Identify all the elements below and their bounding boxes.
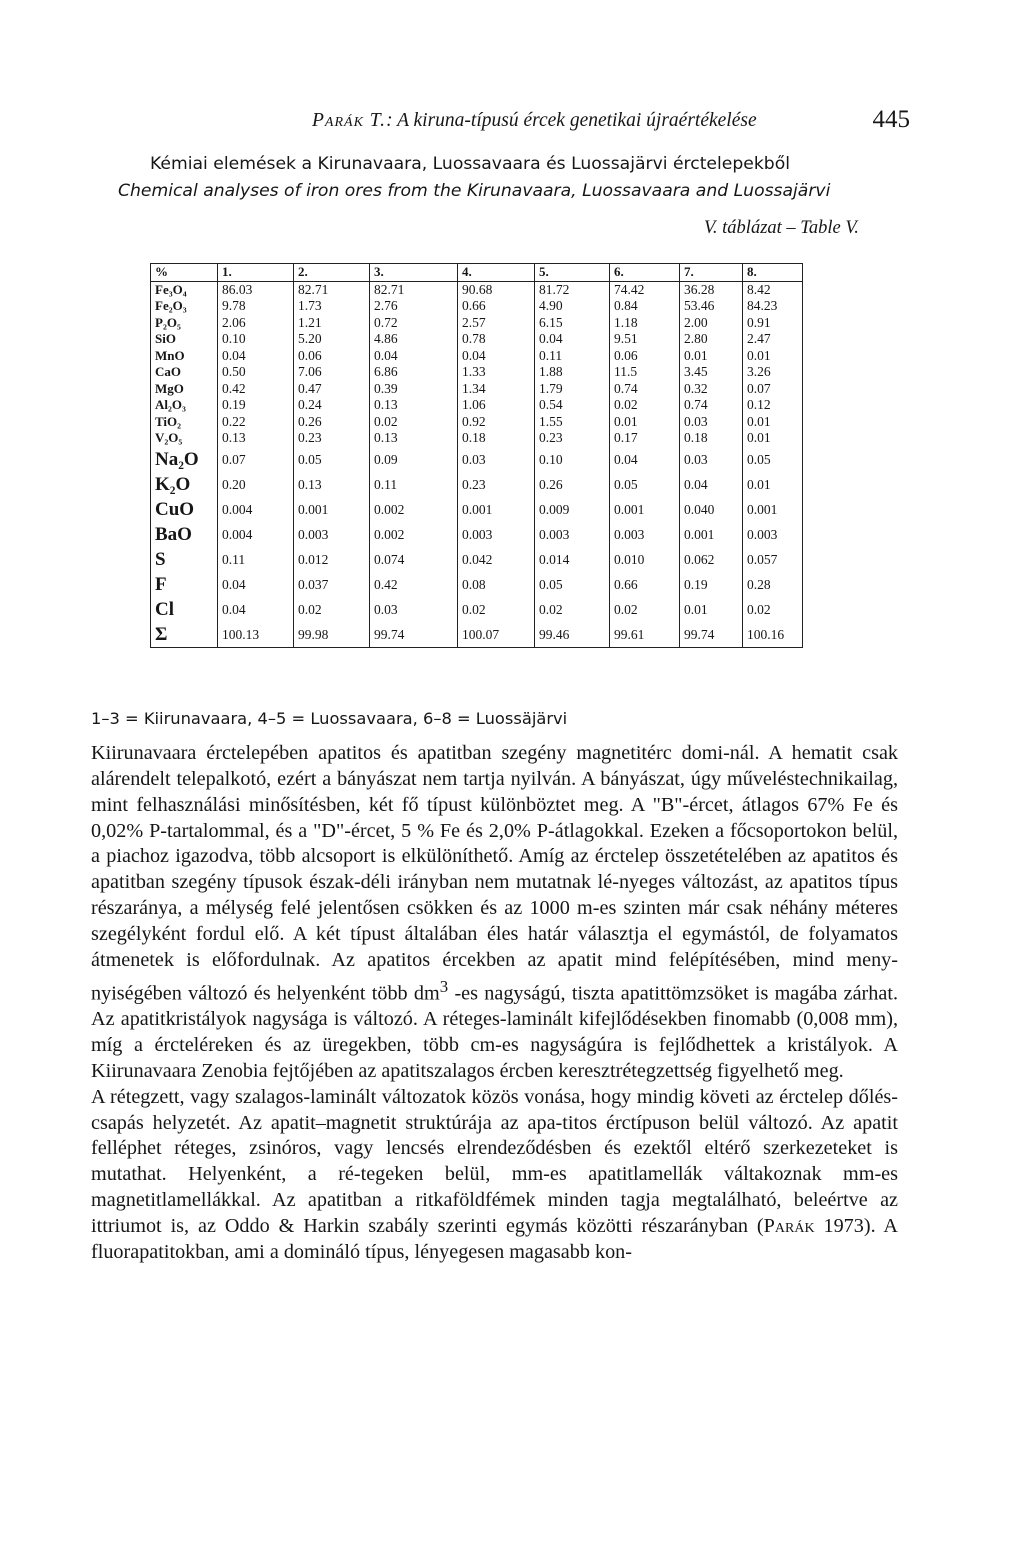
table-cell: 0.66 — [610, 572, 680, 597]
table-cell: 0.05 — [743, 447, 803, 472]
table-row — [151, 622, 803, 648]
row-label: TiO₂ — [155, 413, 182, 429]
chemical-analysis-table — [150, 263, 803, 648]
table-cell: 0.02 — [610, 397, 680, 414]
table-cell: 100.16 — [743, 622, 803, 648]
table-cell: 0.17 — [610, 430, 680, 447]
table-cell: 0.78 — [458, 331, 535, 348]
table-cell: 0.02 — [458, 597, 535, 622]
header-cell: 5. — [535, 264, 610, 282]
table-cell: 2.06 — [218, 315, 294, 332]
table-cell: 0.003 — [743, 522, 803, 547]
paragraph-2-text: A rétegzett, vagy szalagos-laminált változatok közös vonása, hogy mindig követi az érctelep dőlés-csapás helyzetét. Az apatit–magnetit struktúrája az apa-titos érctípuson belül változó. Az apatit felléphet réteges, zsinóros, vagy lencsés elrendeződésben és ezektől eltérő szerkezeteket is mutathat. Helyenként, a ré-tegeken belül, mm-es apatitlamellák váltakoznak mm-es magnetitlamellákkal. Az apatitban a ritkaföldfémek minden tagja megtalálható, beleértve az ittriumot is, az Oddo & Harkin szabály szerinti egymás közötti részarányban ( — [91, 1085, 898, 1237]
table-row — [151, 298, 803, 315]
table-cell: 0.003 — [535, 522, 610, 547]
row-label: Σ — [155, 623, 168, 645]
superscript-exponent: 3 — [439, 976, 449, 996]
table-cell: 0.01 — [743, 414, 803, 431]
table-cell: 0.02 — [370, 414, 458, 431]
table-row — [151, 315, 803, 332]
table-cell: 8.42 — [743, 281, 803, 298]
table-cell: 0.002 — [370, 522, 458, 547]
table-cell: 0.01 — [680, 348, 743, 365]
table-cell: 1.88 — [535, 364, 610, 381]
table-cell: 0.42 — [218, 381, 294, 398]
table-cell: 0.05 — [294, 447, 370, 472]
table-cell: 0.012 — [294, 547, 370, 572]
table-cell: 0.05 — [610, 472, 680, 497]
table-cell: 0.003 — [294, 522, 370, 547]
table-cell: 0.037 — [294, 572, 370, 597]
table-cell: 0.18 — [458, 430, 535, 447]
table-cell: 11.5 — [610, 364, 680, 381]
paragraph-1-text: Kiirunavaara érctelepében apatitos és apatitban szegény magnetitérc domi-nál. A hematit csak alárendelt telepalkotó, ezért a bányászat nem tartja nyilván. A bányászat, úgy műveléstechnikailag, mint felhasználási minősítésben, két fő típust különböztet meg. A "B"-ércet, átlagos 67% Fe és 0,02% P-tartalommal, és a "D"-ércet, 5 % Fe és 2,0% P-átlagokkal. Ezeken a főcsoportokon belül, a piachoz igazodva, több alcsoport is elkülöníthető. Amíg az érctelep összetételében az apatitos és apatitban szegény típusok észak-déli irányban nem mutatnak lé-nyeges változást, az apatitos típus részaránya, a mélység felé jelentősen csökken és az 1000 m-es szinten már csak néhány méteres szegélyként fordul elő. A két típust általában éles határ választja el egymástól, de folyamatos átmenetek is előfordulnak. Az apatitos ércekben az apatit mind felépítésében, mind meny-nyiségében változó és helyenként több dm — [91, 742, 898, 1005]
table-cell: 0.19 — [680, 572, 743, 597]
table-cell: 0.50 — [218, 364, 294, 381]
table-cell: 0.04 — [218, 348, 294, 365]
paragraph-1 — [91, 741, 898, 1085]
table-cell: 36.28 — [680, 281, 743, 298]
table-header-row — [151, 264, 803, 282]
table-row — [151, 597, 803, 622]
table-cell: 0.004 — [218, 497, 294, 522]
table-row — [151, 447, 803, 472]
table-body — [151, 281, 803, 647]
table-cell: 0.01 — [743, 430, 803, 447]
table-cell: 99.98 — [294, 622, 370, 648]
row-label: P₂O₅ — [155, 314, 181, 330]
table-cell: 0.42 — [370, 572, 458, 597]
table-cell: 0.13 — [218, 430, 294, 447]
table-cell: 0.39 — [370, 381, 458, 398]
row-label: Al₂O₃ — [155, 397, 186, 412]
table-cell: 0.13 — [370, 430, 458, 447]
row-label: MnO — [155, 347, 185, 363]
table-cell: 0.003 — [458, 522, 535, 547]
table-cell: 99.46 — [535, 622, 610, 648]
table-cell: 0.01 — [743, 472, 803, 497]
table-cell: 0.07 — [218, 447, 294, 472]
table-cell: 0.02 — [610, 597, 680, 622]
table-cell: 6.86 — [370, 364, 458, 381]
table-row — [151, 547, 803, 572]
table-cell: 0.26 — [535, 472, 610, 497]
table-cell: 0.002 — [370, 497, 458, 522]
table-cell: 0.26 — [294, 414, 370, 431]
table-row — [151, 331, 803, 348]
table-cell: 0.19 — [218, 397, 294, 414]
table-cell: 82.71 — [294, 281, 370, 298]
table-cell: 0.20 — [218, 472, 294, 497]
table-cell: 0.12 — [743, 397, 803, 414]
table-cell: 0.84 — [610, 298, 680, 315]
row-label: Fe₃O₄ — [155, 281, 187, 297]
table-row — [151, 430, 803, 447]
table-cell: 86.03 — [218, 281, 294, 298]
table-cell: 0.05 — [535, 572, 610, 597]
running-article-title: : A kiruna-típusú ércek genetikai újraértékelése — [386, 110, 757, 131]
table-cell: 0.057 — [743, 547, 803, 572]
table-cell: 99.74 — [370, 622, 458, 648]
table-cell: 82.71 — [370, 281, 458, 298]
paragraph-2-text-continued: 1973). A fluorapatitokban, ami a domináló típus, lényegesen magasabb kon- — [91, 1214, 898, 1263]
table-cell: 1.34 — [458, 381, 535, 398]
table-cell: 100.07 — [458, 622, 535, 648]
table-row — [151, 572, 803, 597]
table-cell: 0.001 — [610, 497, 680, 522]
table-cell: 1.18 — [610, 315, 680, 332]
table-cell: 0.18 — [680, 430, 743, 447]
table-cell: 1.73 — [294, 298, 370, 315]
table-cell: 2.76 — [370, 298, 458, 315]
table-cell: 0.001 — [680, 522, 743, 547]
table-cell: 0.13 — [294, 472, 370, 497]
table-cell: 0.040 — [680, 497, 743, 522]
table-cell: 0.062 — [680, 547, 743, 572]
table-cell: 0.11 — [218, 547, 294, 572]
table-cell: 0.01 — [743, 348, 803, 365]
header-cell: 3. — [370, 264, 458, 282]
row-label: BaO — [155, 523, 192, 545]
table-cell: 0.08 — [458, 572, 535, 597]
table-cell: 3.26 — [743, 364, 803, 381]
table-cell: 2.80 — [680, 331, 743, 348]
table-cell: 0.22 — [218, 414, 294, 431]
table-cell: 0.04 — [535, 331, 610, 348]
table-cell: 0.03 — [680, 414, 743, 431]
table-cell: 0.72 — [370, 315, 458, 332]
table-cell: 4.86 — [370, 331, 458, 348]
table-cell: 0.04 — [218, 572, 294, 597]
table-cell: 6.15 — [535, 315, 610, 332]
table-cell: 0.04 — [458, 348, 535, 365]
header-cell: 6. — [610, 264, 680, 282]
page-number: 445 — [872, 106, 910, 133]
table-cell: 0.54 — [535, 397, 610, 414]
table-cell: 0.32 — [680, 381, 743, 398]
running-author: Parák T. — [312, 110, 387, 131]
table-cell: 0.042 — [458, 547, 535, 572]
row-label: Cl — [155, 598, 174, 620]
table-cell: 0.74 — [680, 397, 743, 414]
table-row — [151, 364, 803, 381]
table-cell: 0.010 — [610, 547, 680, 572]
table-cell: 0.004 — [218, 522, 294, 547]
table-cell: 0.10 — [535, 447, 610, 472]
row-label: SiO — [155, 331, 176, 346]
table-cell: 1.79 — [535, 381, 610, 398]
table-cell: 0.02 — [743, 597, 803, 622]
table-cell: 1.55 — [535, 414, 610, 431]
table-row — [151, 414, 803, 431]
table-cell: 0.06 — [610, 348, 680, 365]
paragraph-1-text-continued: -es nagyságú, tiszta apatittömzsöket is magába zárhat. Az apatitkristályok nagysága is változó. A réteges-laminált kifejlődésekben finomabb (0,008 mm), míg a ércteléreken és az üregekben, több cm-es nagyságúra is fejlődhettek a kristályok. A Kiirunavaara Zenobia fejtőjében az apatitszalagos ércben keresztrétegzettség figyelhető meg. — [91, 982, 898, 1082]
row-label: K₂O — [155, 473, 191, 495]
table-cell: 3.45 — [680, 364, 743, 381]
table-cell: 0.66 — [458, 298, 535, 315]
table-cell: 100.13 — [218, 622, 294, 648]
table-row — [151, 348, 803, 365]
table-cell: 99.74 — [680, 622, 743, 648]
body-text — [91, 741, 898, 1266]
table-cell: 74.42 — [610, 281, 680, 298]
table-cell: 9.51 — [610, 331, 680, 348]
table-row — [151, 397, 803, 414]
table-cell: 0.04 — [610, 447, 680, 472]
table-cell: 1.21 — [294, 315, 370, 332]
table-cell: 0.23 — [458, 472, 535, 497]
table-cell: 0.09 — [370, 447, 458, 472]
header-cell: 2. — [294, 264, 370, 282]
table-cell: 0.001 — [294, 497, 370, 522]
table-cell: 0.014 — [535, 547, 610, 572]
table-cell: 0.28 — [743, 572, 803, 597]
row-label: Fe₂O₃ — [155, 298, 187, 313]
table-row — [151, 381, 803, 398]
citation-author: Parák — [763, 1214, 815, 1237]
table-cell: 0.04 — [370, 348, 458, 365]
table-cell: 0.04 — [218, 597, 294, 622]
table-cell: 0.03 — [370, 597, 458, 622]
table-cell: 0.02 — [535, 597, 610, 622]
table-cell: 0.03 — [680, 447, 743, 472]
table-cell: 0.01 — [680, 597, 743, 622]
table-cell: 0.04 — [680, 472, 743, 497]
table-cell: 0.24 — [294, 397, 370, 414]
table-cell: 81.72 — [535, 281, 610, 298]
running-title — [312, 110, 757, 132]
row-label: Na₂O — [155, 448, 199, 470]
table-row — [151, 281, 803, 298]
table-cell: 1.33 — [458, 364, 535, 381]
table-cell: 0.74 — [610, 381, 680, 398]
row-label: MgO — [155, 380, 184, 396]
table-caption-english: Chemical analyses of iron ores from the Kirunavaara, Luossavaara and Luossajärvi — [118, 181, 831, 201]
table-cell: 0.001 — [743, 497, 803, 522]
table-cell: 90.68 — [458, 281, 535, 298]
table-number-label: V. táblázat – Table V. — [704, 218, 859, 238]
table-cell: 0.23 — [294, 430, 370, 447]
header-cell: 4. — [458, 264, 535, 282]
table-cell: 0.23 — [535, 430, 610, 447]
table-cell: 0.003 — [610, 522, 680, 547]
table-cell: 0.10 — [218, 331, 294, 348]
table-cell: 0.074 — [370, 547, 458, 572]
table-legend: 1–3 = Kiirunavaara, 4–5 = Luossavaara, 6–8 = Luossäjärvi — [91, 709, 568, 728]
row-label: S — [155, 548, 166, 570]
table-cell: 0.03 — [458, 447, 535, 472]
table-cell: 0.07 — [743, 381, 803, 398]
table-cell: 0.06 — [294, 348, 370, 365]
table-cell: 2.47 — [743, 331, 803, 348]
table-cell: 0.92 — [458, 414, 535, 431]
table-cell: 0.47 — [294, 381, 370, 398]
table-cell: 0.009 — [535, 497, 610, 522]
table-cell: 2.57 — [458, 315, 535, 332]
table-cell: 0.01 — [610, 414, 680, 431]
row-label: F — [155, 573, 167, 595]
table-row — [151, 497, 803, 522]
header-cell: 8. — [743, 264, 803, 282]
row-label: CaO — [155, 364, 181, 379]
header-cell: 7. — [680, 264, 743, 282]
table-cell: 0.02 — [294, 597, 370, 622]
table-caption-hungarian: Kémiai elemések a Kirunavaara, Luossavaara és Luossajärvi érctelepekből — [150, 154, 790, 174]
header-cell: 1. — [218, 264, 294, 282]
table-row — [151, 522, 803, 547]
table-cell: 99.61 — [610, 622, 680, 648]
table-cell: 5.20 — [294, 331, 370, 348]
row-label: CuO — [155, 498, 195, 520]
table-cell: 53.46 — [680, 298, 743, 315]
table-cell: 4.90 — [535, 298, 610, 315]
table-cell: 7.06 — [294, 364, 370, 381]
table-cell: 9.78 — [218, 298, 294, 315]
table-cell: 0.13 — [370, 397, 458, 414]
table-cell: 2.00 — [680, 315, 743, 332]
row-label: V₂O₅ — [155, 430, 183, 445]
table-cell: 0.001 — [458, 497, 535, 522]
table-cell: 0.91 — [743, 315, 803, 332]
table-cell: 0.11 — [535, 348, 610, 365]
paragraph-2 — [91, 1085, 898, 1266]
table-cell: 0.11 — [370, 472, 458, 497]
table-cell: 84.23 — [743, 298, 803, 315]
header-cell: % — [151, 264, 218, 282]
table-cell: 1.06 — [458, 397, 535, 414]
table-row — [151, 472, 803, 497]
running-header — [90, 92, 910, 132]
